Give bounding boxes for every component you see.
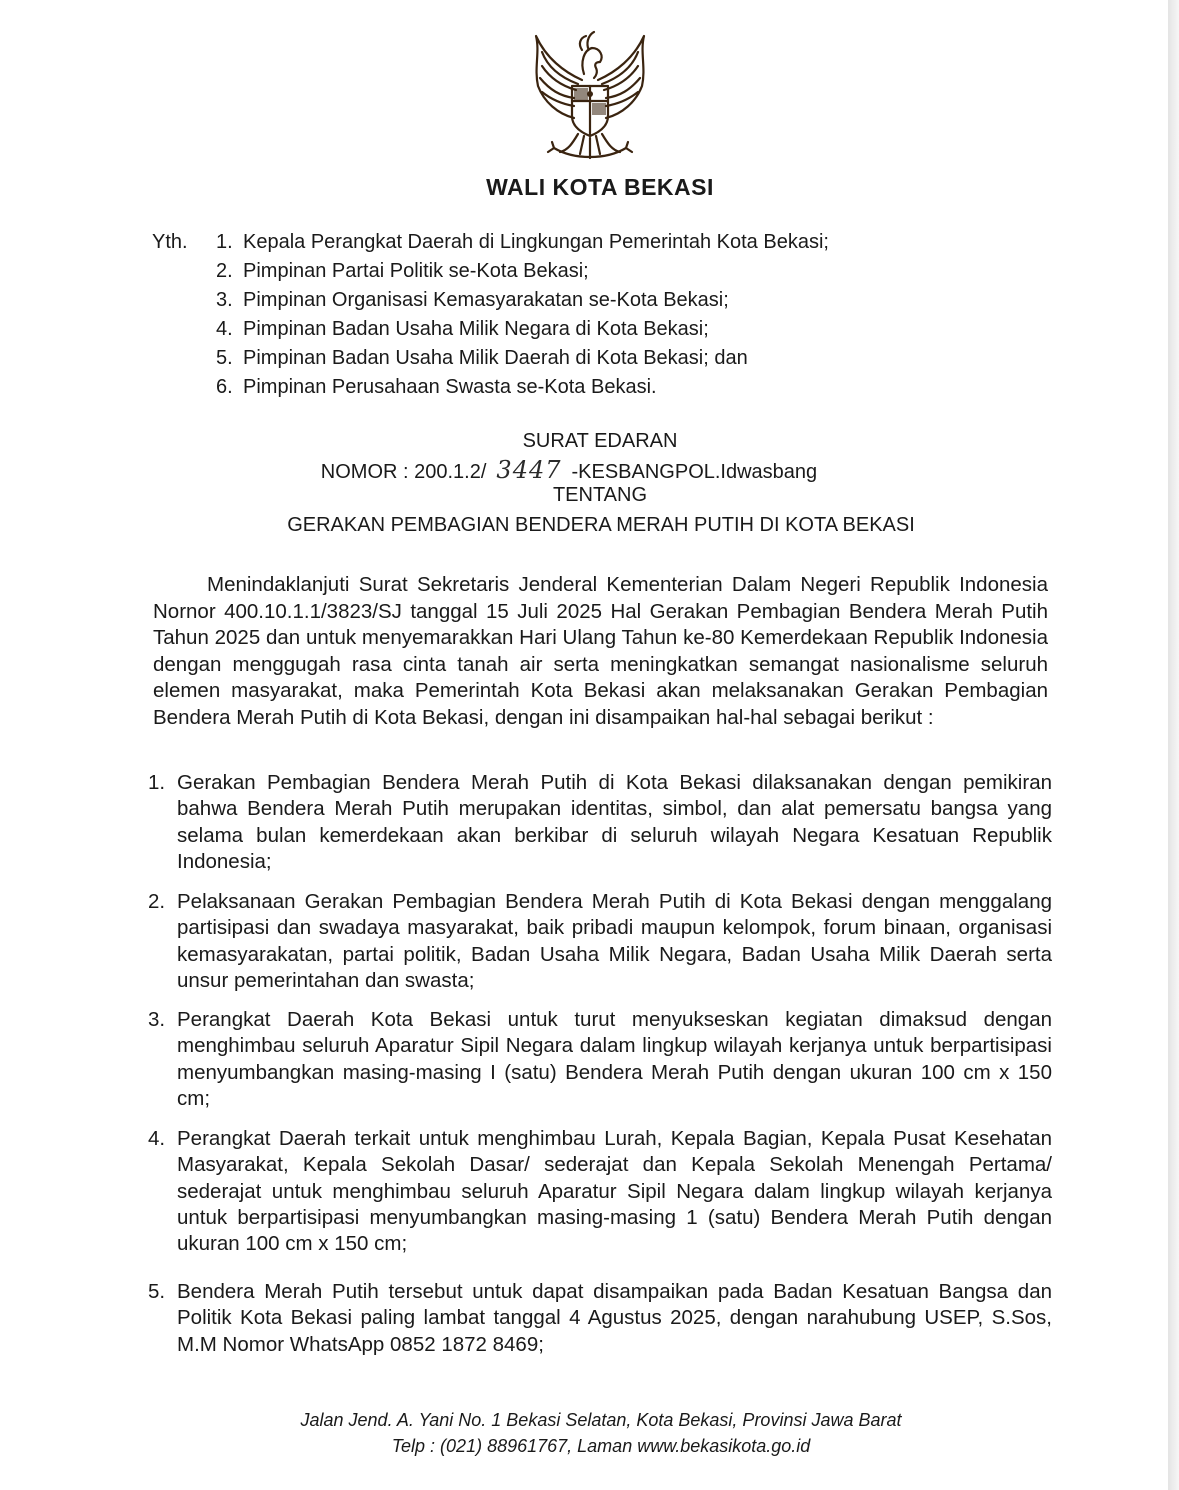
recipient-item: 3. Pimpinan Organisasi Kemasyarakatan se-Kota Bekasi;: [216, 289, 729, 311]
recipient-item: 4. Pimpinan Badan Usaha Milik Negara di Kota Bekasi;: [216, 318, 709, 340]
footer-contact: Telp : (021) 88961767, Laman www.bekasikota.go.id: [391, 1436, 811, 1456]
recipient-item: 1. Kepala Perangkat Daerah di Lingkungan Pemerintah Kota Bekasi;: [216, 231, 829, 253]
list-item: 5. Bendera Merah Putih tersebut untuk dapat disampaikan pada Badan Kesatuan Bangsa dan Politik Kota Bekasi paling lambat tanggal 4 Agustus 2025, dengan narahubung USEP, S.Sos, M.M Nomor WhatsApp 0852 1872 8469;: [148, 1280, 1052, 1356]
page-title: WALI KOTA BEKASI: [486, 174, 714, 200]
recipient-item: 6. Pimpinan Perusahaan Swasta se-Kota Bekasi.: [216, 376, 657, 398]
handwritten-number: 3447: [496, 456, 562, 484]
recipient-item: 5. Pimpinan Badan Usaha Milik Daerah di Kota Bekasi; dan: [216, 347, 748, 369]
about-label: TENTANG: [552, 484, 648, 506]
recipient-item: 2. Pimpinan Partai Politik se-Kota Bekasi;: [216, 260, 589, 282]
list-item: 2. Pelaksanaan Gerakan Pembagian Bendera Merah Putih di Kota Bekasi dengan menggalang partisipasi dan swadaya masyarakat, baik pribadi maupun kelompok, forum binaan, organisasi kemasyarakatan, partai politik, Badan Usaha Milik Negara, Badan Usaha Milik Daerah serta unsur pemerintahan dan swasta;: [148, 890, 1052, 992]
garuda-emblem-icon: [524, 28, 656, 164]
recipients-label: Yth.: [152, 231, 188, 253]
list-item: 1. Gerakan Pembagian Bendera Merah Putih di Kota Bekasi dilaksanakan dengan pemikiran bahwa Bendera Merah Putih merupakan identitas, simbol, dan alat pemersatu bangsa yang selama bulan kemerdekaan akan berkibar di seluruh wilayah Negara Kesatuan Republik Indonesia;: [148, 771, 1052, 873]
letter-type: SURAT EDARAN: [522, 430, 678, 452]
letter-subject: GERAKAN PEMBAGIAN BENDERA MERAH PUTIH DI KOTA BEKASI: [287, 514, 915, 536]
list-item: 3. Perangkat Daerah Kota Bekasi untuk turut menyukseskan kegiatan dimaksud dengan menghimbau seluruh Aparatur Sipil Negara dalam lingkup wilayah kerjanya untuk berpartisipasi menyumbangkan masing-masing I (satu) Bendera Merah Putih dengan ukuran 100 cm x 150 cm;: [148, 1008, 1052, 1110]
intro-paragraph: Menindaklanjuti Surat Sekretaris Jenderal Kementerian Dalam Negeri Republik Indonesia Nornor 400.10.1.1/3823/SJ tanggal 15 Juli 2025 Hal Gerakan Pembagian Bendera Merah Putih Tahun 2025 dan untuk menyemarakkan Hari Ulang Tahun ke-80 Kemerdekaan Republik Indonesia dengan menggugah rasa cinta tanah air serta meningkatkan semangat nasionalisme seluruh elemen masyarakat, maka Pemerintah Kota Bekasi akan melaksanakan Gerakan Pembagian Bendera Merah Putih di Kota Bekasi, dengan ini disampaikan hal-hal sebagai berikut :: [153, 573, 1048, 729]
letter-number: NOMOR : 200.1.2/ 3447 -KESBANGPOL.Idwasbang: [320, 456, 818, 484]
list-item: 4. Perangkat Daerah terkait untuk menghimbau Lurah, Kepala Bagian, Kepala Pusat Kesehatan Masyarakat, Kepala Sekolah Dasar/ sederajat dan Kepala Sekolah Menengah Pertama/ sederajat untuk menghimbau seluruh Aparatur Sipil Negara dalam lingkup wilayah kerjanya untuk berpartisipasi menyumbangkan masing-masing 1 (satu) Bendera Merah Putih dengan ukuran 100 cm x 150 cm;: [148, 1127, 1052, 1256]
footer-address: Jalan Jend. A. Yani No. 1 Bekasi Selatan, Kota Bekasi, Provinsi Jawa Barat: [300, 1410, 902, 1430]
page-edge: [1168, 0, 1179, 1490]
